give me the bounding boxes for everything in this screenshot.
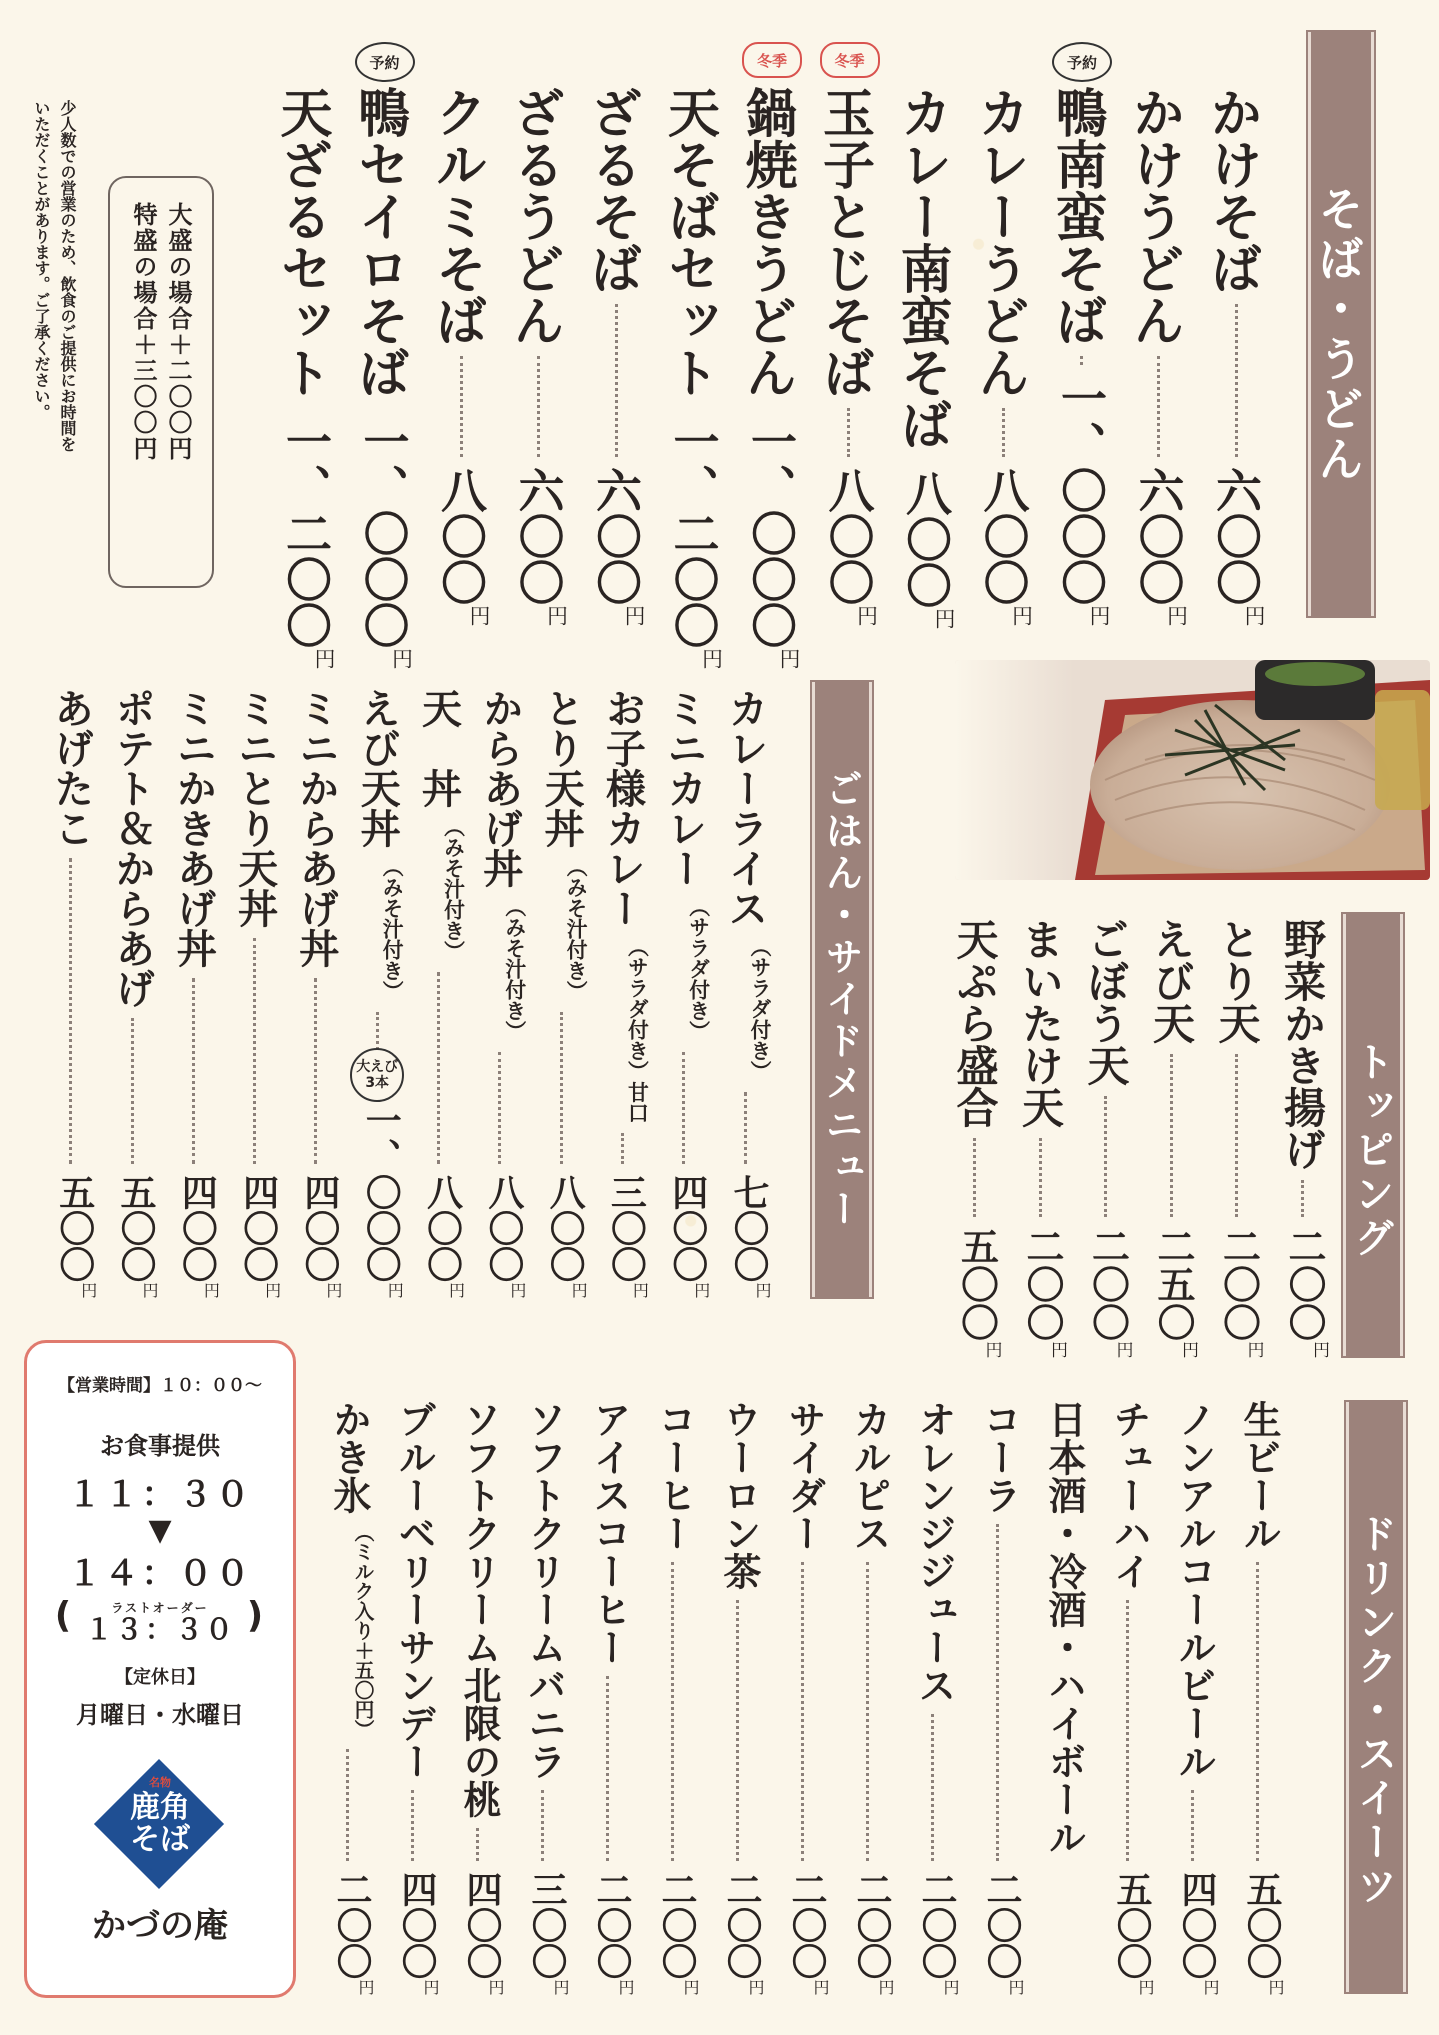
drink-item bbox=[382, 1400, 442, 1995]
gohan-item-yen: 円 bbox=[446, 1282, 466, 1298]
soba-item-leader bbox=[537, 356, 540, 457]
gohan-item-name: えび天丼 bbox=[354, 688, 401, 848]
drink-item-price: 二〇〇 bbox=[851, 1871, 892, 1979]
topping-item-leader bbox=[1104, 1096, 1107, 1217]
drink-item bbox=[1032, 1400, 1092, 1995]
soba-section-title: そば・うどん bbox=[1308, 32, 1374, 616]
gohan-item-price: 四〇〇 bbox=[666, 1174, 708, 1282]
topping-item-name: とり天 bbox=[1212, 918, 1262, 1044]
portion-note-extra-large: 特盛の場合＋三〇〇円 bbox=[129, 202, 157, 462]
gohan-item-leader bbox=[314, 978, 317, 1164]
topping-item-name: 野菜かき揚げ bbox=[1278, 918, 1327, 1170]
drink-item bbox=[967, 1400, 1027, 1995]
last-order-label: ラストオーダー bbox=[111, 1601, 209, 1615]
soba-item-leader bbox=[847, 408, 850, 457]
gohan-item-yen: 円 bbox=[323, 1282, 343, 1298]
gohan-item-name: あげたこ bbox=[47, 688, 94, 848]
soba-item-yen: 円 bbox=[467, 605, 491, 626]
drink-item-leader bbox=[996, 1524, 999, 1861]
gohan-item-name: ミニかきあげ丼 bbox=[170, 688, 217, 968]
topping-item-price: 二〇〇 bbox=[1216, 1227, 1261, 1341]
soba-item-name: 天ざるセット bbox=[271, 86, 331, 398]
gohan-item-price: 八〇〇 bbox=[544, 1174, 586, 1282]
drink-item-leader bbox=[476, 1828, 479, 1861]
gohan-item-name: ミニからあげ丼 bbox=[292, 688, 339, 968]
drink-item bbox=[577, 1400, 637, 1995]
drink-item-name: オレンジジュース bbox=[912, 1400, 956, 1704]
drink-item-price: 五〇〇 bbox=[1111, 1871, 1152, 1979]
soba-item-yen: 円 bbox=[699, 648, 724, 669]
topping-item-leader bbox=[1235, 1054, 1238, 1217]
gohan-item-leader bbox=[621, 1133, 624, 1164]
soba-item bbox=[813, 86, 882, 626]
topping-item-price: 五〇〇 bbox=[954, 1227, 999, 1341]
gohan-item bbox=[593, 688, 651, 1298]
winter-badge: 冬季 bbox=[820, 42, 880, 78]
drink-item bbox=[642, 1400, 702, 1995]
soba-item bbox=[968, 86, 1037, 626]
topping-item bbox=[1076, 918, 1136, 1358]
drink-item-price: 二〇〇 bbox=[786, 1871, 827, 1979]
topping-item bbox=[1207, 918, 1267, 1358]
drink-item-leader bbox=[736, 1600, 739, 1861]
gohan-item bbox=[532, 688, 590, 1298]
drink-item-yen: 円 bbox=[1006, 1979, 1025, 1995]
drink-item-yen: 円 bbox=[1266, 1979, 1285, 1995]
topping-item-name: 天ぷら盛合 bbox=[950, 918, 1000, 1128]
drink-item-yen: 円 bbox=[941, 1979, 960, 1995]
soba-item-name: カレー南蛮そば bbox=[891, 86, 951, 450]
drink-item-yen: 円 bbox=[616, 1979, 635, 1995]
gohan-item-yen: 円 bbox=[691, 1282, 711, 1298]
topping-item-leader bbox=[1170, 1054, 1173, 1217]
drink-item bbox=[317, 1400, 377, 1995]
gohan-item bbox=[410, 688, 468, 1298]
soba-item-leader bbox=[1080, 356, 1083, 365]
drink-item bbox=[1097, 1400, 1157, 1995]
drink-item-yen: 円 bbox=[551, 1979, 570, 1995]
soba-item-price: 一、二〇〇 bbox=[279, 418, 333, 648]
gohan-item-name: ミニカレー bbox=[660, 688, 707, 888]
gohan-item-leader bbox=[253, 938, 256, 1164]
soba-item-yen: 円 bbox=[1087, 605, 1111, 626]
topping-item-yen: 円 bbox=[1047, 1341, 1067, 1358]
soba-item-yen: 円 bbox=[622, 605, 646, 626]
drink-item-leader bbox=[671, 1562, 674, 1861]
soba-item-leader bbox=[1002, 408, 1005, 457]
gohan-item-yen: 円 bbox=[201, 1282, 221, 1298]
gohan-item-price: 八〇〇 bbox=[421, 1174, 463, 1282]
topping-item bbox=[1272, 918, 1332, 1358]
meal-end: １４：００ bbox=[67, 1554, 253, 1594]
soba-item bbox=[348, 86, 417, 669]
gohan-item-yen: 円 bbox=[753, 1282, 772, 1298]
drink-item bbox=[1227, 1400, 1287, 1995]
soba-item-price: 八〇〇 bbox=[434, 467, 488, 605]
drink-section-title: ドリンク・スイーツ bbox=[1346, 1402, 1406, 1992]
large-shrimp-badge: 大えび3本 bbox=[350, 1048, 404, 1102]
business-hours-box bbox=[24, 1340, 296, 1998]
soba-item-name: かけそば bbox=[1201, 86, 1261, 294]
drink-item-price: 五〇〇 bbox=[1241, 1871, 1282, 1979]
gohan-item-price: 一、〇〇〇 bbox=[360, 1102, 402, 1282]
drink-item-yen: 円 bbox=[356, 1979, 375, 1995]
soba-item-price: 六〇〇 bbox=[511, 467, 566, 605]
drink-item-leader bbox=[346, 1749, 349, 1861]
topping-item bbox=[945, 918, 1005, 1358]
drink-item-yen: 円 bbox=[681, 1979, 700, 1995]
soba-item bbox=[1123, 86, 1192, 626]
gohan-item bbox=[42, 688, 100, 1298]
gohan-item-price: 四〇〇 bbox=[298, 1174, 340, 1282]
gohan-item bbox=[655, 688, 713, 1298]
drink-item-yen: 円 bbox=[876, 1979, 895, 1995]
drink-item-leader bbox=[606, 1676, 609, 1861]
shop-name: かづの庵 bbox=[92, 1906, 228, 1946]
gohan-item bbox=[716, 688, 774, 1298]
soba-item-price: 一、〇〇〇 bbox=[356, 418, 411, 648]
soba-item-name: カレーうどん bbox=[968, 86, 1029, 398]
meal-start: １１：３０ bbox=[67, 1475, 253, 1515]
drink-item-price: 二〇〇 bbox=[591, 1871, 632, 1979]
soba-item-yen: 円 bbox=[544, 605, 569, 626]
soba-item-price: 一、〇〇〇 bbox=[1054, 375, 1108, 605]
gohan-item-name: ポテト＆からあげ bbox=[109, 688, 155, 1008]
gohan-item bbox=[471, 688, 529, 1298]
soba-item-name: ざるそば bbox=[581, 86, 641, 294]
gohan-item-note: （みそ汁付き） bbox=[440, 816, 465, 962]
drink-item-name: ノンアルコールビール bbox=[1172, 1400, 1216, 1780]
topping-item-name: まいたけ天 bbox=[1016, 918, 1065, 1128]
drink-item-name: ブルーベリーサンデー bbox=[392, 1400, 436, 1780]
soba-item-name: ざるうどん bbox=[503, 86, 564, 346]
portion-note-large: 大盛の場合＋二〇〇円 bbox=[164, 202, 192, 462]
gohan-item bbox=[226, 688, 284, 1298]
soba-item-leader bbox=[1235, 304, 1238, 457]
logo-line2: そば bbox=[130, 1822, 190, 1857]
soba-item-price: 六〇〇 bbox=[589, 467, 643, 605]
soba-item-yen: 円 bbox=[312, 648, 336, 669]
drink-item-price: 二〇〇 bbox=[656, 1871, 697, 1979]
drink-item-yen: 円 bbox=[1136, 1979, 1155, 1995]
gohan-item-leader bbox=[560, 1012, 563, 1164]
drink-item-name: ウーロン茶 bbox=[717, 1400, 761, 1590]
soba-item-leader bbox=[1157, 356, 1160, 457]
gohan-item-price: 四〇〇 bbox=[237, 1174, 279, 1282]
drink-item-yen: 円 bbox=[1201, 1979, 1220, 1995]
soba-item-price: 八〇〇 bbox=[899, 470, 953, 608]
soba-item-yen: 円 bbox=[854, 605, 879, 626]
drink-item-name: サイダー bbox=[782, 1400, 826, 1552]
drink-item bbox=[902, 1400, 962, 1995]
drink-item-price: 四〇〇 bbox=[1176, 1871, 1217, 1979]
portion-note bbox=[108, 176, 214, 588]
drink-item-name: ソフトクリームバニラ bbox=[522, 1400, 566, 1780]
drink-item-price: 四〇〇 bbox=[396, 1871, 437, 1979]
zarusoba-photo bbox=[955, 660, 1430, 880]
soba-item bbox=[891, 86, 959, 629]
gohan-item bbox=[348, 688, 406, 1298]
drink-item bbox=[447, 1400, 507, 1995]
drink-item-price: 二〇〇 bbox=[331, 1871, 372, 1979]
drink-item-leader bbox=[801, 1562, 804, 1861]
topping-item-price: 二〇〇 bbox=[1020, 1227, 1064, 1341]
gohan-item-price: 三〇〇 bbox=[605, 1174, 647, 1282]
topping-item-leader bbox=[973, 1138, 976, 1217]
soba-item bbox=[583, 86, 649, 626]
soba-item-price: 一、二〇〇 bbox=[666, 418, 721, 648]
drink-item-leader bbox=[411, 1790, 414, 1861]
soba-item bbox=[1048, 86, 1114, 626]
drink-item-name: 生ビール bbox=[1237, 1400, 1281, 1552]
soba-item bbox=[428, 86, 494, 626]
gohan-item-note: （みそ汁付き） bbox=[501, 896, 526, 1042]
drink-item bbox=[512, 1400, 572, 1995]
drink-item-price: 二〇〇 bbox=[981, 1871, 1022, 1979]
soba-item bbox=[736, 86, 804, 669]
gohan-item-name: からあげ丼 bbox=[476, 688, 523, 888]
gohan-item-leader bbox=[744, 1092, 747, 1164]
soba-item-name: 鍋焼きうどん bbox=[736, 86, 796, 398]
soba-item-price: 八〇〇 bbox=[976, 467, 1031, 605]
drink-item bbox=[707, 1400, 767, 1995]
soba-item-leader bbox=[615, 304, 618, 457]
topping-item-price: 二〇〇 bbox=[1085, 1227, 1130, 1341]
gohan-item-leader bbox=[192, 978, 195, 1164]
drink-item-name: アイスコーヒー bbox=[587, 1400, 631, 1666]
gohan-item-note: （サラダ付き）甘口 bbox=[624, 936, 649, 1124]
gohan-item-price: 七〇〇 bbox=[728, 1174, 769, 1282]
topping-item-yen: 円 bbox=[1243, 1341, 1264, 1358]
shop-logo bbox=[95, 1760, 225, 1890]
gohan-item-leader bbox=[682, 1052, 685, 1164]
soba-item-leader bbox=[460, 356, 463, 457]
drink-item-name: コーラ bbox=[977, 1400, 1021, 1514]
topping-section-title: トッピング bbox=[1343, 914, 1403, 1356]
soba-item bbox=[271, 86, 339, 669]
small-note-line1: 少人数での営業のため、飲食のご提供にお時間を bbox=[58, 100, 77, 452]
soba-item-price: 六〇〇 bbox=[1131, 467, 1186, 605]
drink-item-leader bbox=[931, 1714, 934, 1861]
gohan-item-name: 天 丼 bbox=[415, 688, 462, 808]
gohan-item-yen: 円 bbox=[385, 1282, 405, 1298]
gohan-item bbox=[287, 688, 345, 1298]
drink-item-name: かき氷 bbox=[327, 1400, 371, 1514]
soba-item-yen: 円 bbox=[777, 648, 801, 669]
gohan-item-price: 五〇〇 bbox=[115, 1174, 156, 1282]
meal-label: お食事提供 bbox=[100, 1432, 220, 1460]
drink-item-leader bbox=[866, 1562, 869, 1861]
last-order-time: １３：３０ bbox=[84, 1613, 235, 1646]
drink-item-name: カルピス bbox=[847, 1400, 891, 1552]
gohan-item-yen: 円 bbox=[262, 1282, 282, 1298]
gohan-item-name: カレーライス bbox=[722, 688, 768, 928]
drink-item-leader bbox=[1256, 1562, 1259, 1861]
topping-item bbox=[1010, 918, 1070, 1358]
gohan-item-yen: 円 bbox=[78, 1282, 98, 1298]
topping-item-leader bbox=[1301, 1180, 1304, 1217]
reservation-badge: 予約 bbox=[355, 42, 415, 82]
drink-item-yen: 円 bbox=[421, 1979, 440, 1995]
soba-item-name: 鴨南蛮そば bbox=[1046, 86, 1106, 346]
small-note-line2: いただくことがあります。ご了承ください。 bbox=[32, 100, 51, 420]
logo-small-text: 名物 bbox=[149, 1776, 171, 1789]
gohan-item-yen: 円 bbox=[630, 1282, 650, 1298]
gohan-item-note: （みそ汁付き） bbox=[563, 856, 588, 1002]
arrow-icon: ▼ bbox=[148, 1513, 172, 1548]
drink-item-name: 日本酒・冷酒・ハイボール bbox=[1042, 1400, 1086, 1856]
drink-item-leader bbox=[1126, 1600, 1129, 1861]
soba-item bbox=[1203, 86, 1269, 626]
gohan-item-yen: 円 bbox=[507, 1282, 527, 1298]
topping-item-yen: 円 bbox=[981, 1341, 1002, 1358]
gohan-item-note: （サラダ付き） bbox=[747, 936, 771, 1082]
topping-item-name: えび天 bbox=[1147, 918, 1196, 1044]
drink-item bbox=[772, 1400, 832, 1995]
soba-item bbox=[658, 86, 727, 669]
soba-item-yen: 円 bbox=[389, 648, 414, 669]
soba-item bbox=[503, 86, 572, 626]
gohan-item-leader bbox=[498, 1052, 501, 1164]
drink-item-price: 二〇〇 bbox=[721, 1871, 762, 1979]
gohan-section-title: ごはん・サイドメニュー bbox=[812, 682, 872, 1297]
small-note bbox=[28, 100, 80, 540]
soba-item-name: 鴨セイロそば bbox=[348, 86, 409, 398]
topping-item-price: 二〇〇 bbox=[1282, 1227, 1326, 1341]
reservation-badge: 予約 bbox=[1052, 42, 1112, 82]
topping-item-yen: 円 bbox=[1309, 1341, 1329, 1358]
drink-item-leader bbox=[541, 1790, 544, 1861]
soba-item-name: クルミそば bbox=[426, 86, 486, 346]
drink-item-name: ソフトクリーム北限の桃 bbox=[457, 1400, 501, 1818]
winter-badge: 冬季 bbox=[742, 42, 802, 78]
logo-line1: 鹿角 bbox=[130, 1790, 190, 1825]
closed-label: 【定休日】 bbox=[115, 1667, 205, 1688]
gohan-item-yen: 円 bbox=[140, 1282, 159, 1298]
soba-item-price: 一、〇〇〇 bbox=[744, 418, 798, 648]
soba-item-yen: 円 bbox=[1009, 605, 1034, 626]
gohan-item-price: 五〇〇 bbox=[53, 1174, 95, 1282]
drink-item bbox=[837, 1400, 897, 1995]
gohan-item-name: とり天丼 bbox=[538, 688, 585, 848]
soba-item-name: かけうどん bbox=[1123, 86, 1184, 346]
drink-item-yen: 円 bbox=[486, 1979, 505, 1995]
gohan-item-name: お子様カレー bbox=[599, 688, 646, 928]
drink-item-yen: 円 bbox=[746, 1979, 765, 1995]
gohan-item-leader bbox=[437, 972, 440, 1164]
soba-item-name: 天そばセット bbox=[658, 86, 719, 398]
soba-item-price: 八〇〇 bbox=[821, 467, 876, 605]
gohan-item-note: （サラダ付き） bbox=[685, 896, 710, 1042]
gohan-item-leader bbox=[69, 858, 72, 1164]
topping-item-price: 二五〇 bbox=[1151, 1227, 1195, 1341]
gohan-item-yen: 円 bbox=[569, 1282, 589, 1298]
soba-item-yen: 円 bbox=[1164, 605, 1189, 626]
drink-item-name: コーヒー bbox=[652, 1400, 696, 1552]
topping-item bbox=[1141, 918, 1201, 1358]
drink-item-price: 二〇〇 bbox=[916, 1871, 957, 1979]
topping-item-name: ごぼう天 bbox=[1081, 918, 1131, 1086]
soba-item-yen: 円 bbox=[932, 608, 956, 629]
soba-item-name: 玉子とじそば bbox=[813, 86, 874, 398]
last-order-wrap: ( ラストオーダー １３：３０ ) bbox=[54, 1595, 266, 1646]
gohan-item-note: （みそ汁付き） bbox=[379, 856, 404, 1002]
drink-item-yen: 円 bbox=[811, 1979, 830, 1995]
gohan-item-price: 四〇〇 bbox=[176, 1174, 218, 1282]
closed-days: 月曜日・水曜日 bbox=[76, 1701, 244, 1729]
drink-item-note: （ミルク入り＋五〇円） bbox=[351, 1522, 374, 1740]
topping-item-yen: 円 bbox=[1178, 1341, 1198, 1358]
gohan-item-name: ミニとり天丼 bbox=[231, 688, 278, 928]
gohan-item-price: 八〇〇 bbox=[482, 1174, 524, 1282]
gohan-item-leader bbox=[131, 1018, 134, 1164]
drink-item-name: チューハイ bbox=[1107, 1400, 1151, 1590]
hours-label: 【営業時間】１０：００～ bbox=[58, 1376, 262, 1396]
gohan-item bbox=[103, 688, 161, 1298]
drink-item-leader bbox=[1191, 1790, 1194, 1861]
drink-item bbox=[1162, 1400, 1222, 1995]
gohan-item bbox=[164, 688, 222, 1298]
soba-item-yen: 円 bbox=[1242, 605, 1266, 626]
soba-item-price: 六〇〇 bbox=[1209, 467, 1263, 605]
topping-item-yen: 円 bbox=[1112, 1341, 1133, 1358]
topping-item-leader bbox=[1039, 1138, 1042, 1217]
drink-item-price: 四〇〇 bbox=[461, 1871, 502, 1979]
drink-item-price: 三〇〇 bbox=[526, 1871, 567, 1979]
